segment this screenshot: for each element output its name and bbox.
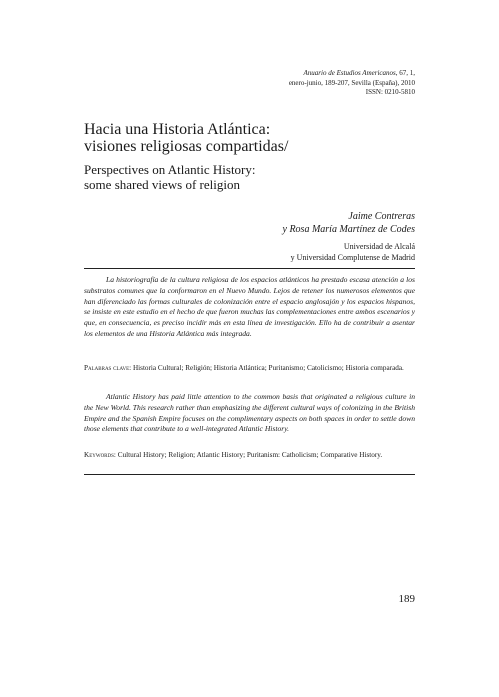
keywords-spanish-list: Historia Cultural; Religión; Historia Atlántica; Puritanismo; Catolicismo; Historia comparada. (132, 364, 404, 372)
affiliation (291, 241, 415, 263)
divider-top (84, 268, 415, 269)
keywords-english-label: Keywords: (84, 451, 116, 459)
affiliation-line-2: y Universidad Complutense de Madrid (290, 253, 415, 262)
title-english (84, 162, 416, 192)
title-spanish (84, 121, 416, 155)
journal-name: Anuario de Estudios Americanos (303, 69, 396, 77)
keywords-english-list: Cultural History; Religion; Atlantic History; Puritanism: Catholicism; Comparative History. (117, 451, 383, 459)
article-titles (84, 121, 416, 192)
author-2: y Rosa María Martínez de Codes (282, 223, 415, 235)
title-spanish-line-1: Hacia una Historia Atlántica: (84, 121, 271, 138)
keywords-spanish-label: Palabras clave: (84, 364, 132, 372)
author-1: Jaime Contreras (348, 211, 415, 222)
affiliation-line-1: Universidad de Alcalá (343, 242, 415, 251)
journal-header (289, 69, 415, 98)
page-number: 189 (398, 593, 415, 605)
authors (283, 211, 416, 236)
title-english-line-2: some shared views of religion (84, 177, 240, 192)
divider-bottom (84, 474, 415, 475)
journal-pages: enero-junio, 189-207, Sevilla (España), 2010 (288, 78, 415, 87)
keywords-english (84, 450, 415, 460)
journal-issue: , 67, 1, (395, 69, 415, 77)
title-english-line-1: Perspectives on Atlantic History: (84, 162, 256, 177)
abstract-english: Atlantic History has paid little attention to the common basis that originated a religious culture in the New World. This research rather than emphasizing the different cultural ways of colonizing in the British Empire and the Spanish Empire focuses on the complimentary aspects on both spaces in order to settle down those elements that contribute to a well-integrated Atlantic History. (84, 392, 415, 434)
keywords-spanish (84, 363, 415, 373)
title-spanish-line-2: visiones religiosas compartidas/ (84, 138, 289, 155)
journal-citation (289, 69, 415, 79)
journal-issn: ISSN: 0210-5810 (365, 88, 415, 96)
abstract-spanish: La historiografía de la cultura religiosa de los espacios atlánticos ha prestado escasa atención a los substratos comunes que la conformaron en el Nuevo Mundo. Lejos de retener los numerosos elementos que han diferenciado las formas culturales de colonización entre el espacio anglosajón y los espacios hispanos, se insiste en este estudio en el hecho de que fueron muchas las complementaciones entre ambos escenarios y que, en consecuencia, es preciso incidir más en esta línea de investigación. Ello ha de contribuir a asentar los elementos de una Historia Atlántica más integrada. (84, 275, 415, 338)
